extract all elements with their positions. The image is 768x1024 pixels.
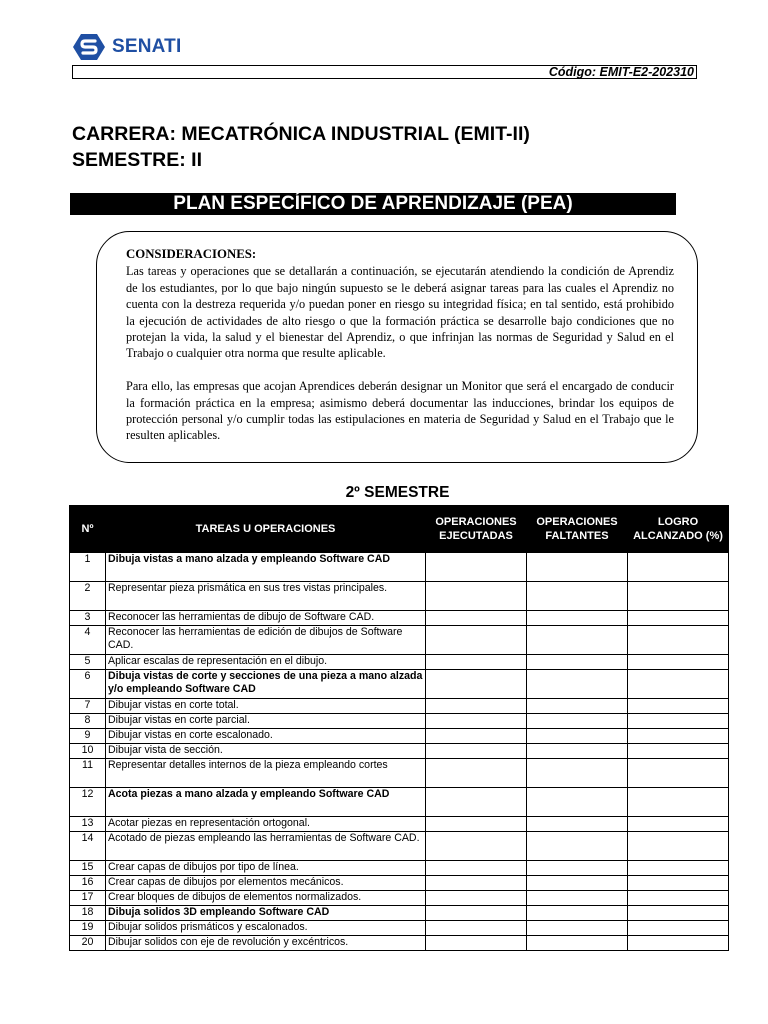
row-task: Dibujar solidos con eje de revolución y excéntricos. — [106, 936, 426, 951]
table-row — [70, 655, 729, 670]
table-row — [70, 936, 729, 951]
row-executed — [426, 699, 527, 714]
row-achievement — [628, 553, 729, 582]
row-task: Dibuja solidos 3D empleando Software CAD — [106, 906, 426, 921]
row-missing — [527, 626, 628, 655]
row-task: Dibuja vistas a mano alzada y empleando Software CAD — [106, 553, 426, 582]
row-number: 16 — [70, 876, 106, 891]
senati-logo-icon — [72, 33, 106, 61]
row-missing — [527, 861, 628, 876]
row-number: 6 — [70, 670, 106, 699]
row-executed — [426, 582, 527, 611]
table-row — [70, 861, 729, 876]
header-achievement: LOGRO ALCANZADO (%) — [628, 506, 729, 553]
row-missing — [527, 817, 628, 832]
row-missing — [527, 759, 628, 788]
row-achievement — [628, 788, 729, 817]
row-missing — [527, 876, 628, 891]
table-row — [70, 714, 729, 729]
career-heading: CARRERA: MECATRÓNICA INDUSTRIAL (EMIT-II) — [72, 123, 530, 145]
row-number: 2 — [70, 582, 106, 611]
row-executed — [426, 729, 527, 744]
table-row — [70, 553, 729, 582]
row-executed — [426, 553, 527, 582]
row-executed — [426, 817, 527, 832]
row-task: Dibujar vista de sección. — [106, 744, 426, 759]
semester-section-title: 2º SEMESTRE — [345, 484, 450, 501]
table-body — [70, 553, 729, 951]
row-missing — [527, 655, 628, 670]
row-task: Dibujar vistas en corte escalonado. — [106, 729, 426, 744]
table-row — [70, 906, 729, 921]
considerations-title: CONSIDERACIONES: — [126, 247, 257, 261]
row-achievement — [628, 936, 729, 951]
row-executed — [426, 906, 527, 921]
header-missing: OPERACIONES FALTANTES — [527, 506, 628, 553]
row-executed — [426, 670, 527, 699]
row-number: 8 — [70, 714, 106, 729]
table-row — [70, 670, 729, 699]
row-achievement — [628, 817, 729, 832]
row-executed — [426, 626, 527, 655]
considerations-box — [96, 231, 698, 463]
document-code: Código: EMIT-E2-202310 — [72, 65, 697, 79]
row-number: 11 — [70, 759, 106, 788]
row-task: Acotar piezas en representación ortogonal. — [106, 817, 426, 832]
row-achievement — [628, 611, 729, 626]
considerations-paragraph-2: Para ello, las empresas que acojan Aprendices deberán designar un Monitor que será el encargado de conducir la formación práctica en la empresa; asimismo deberá documentar las inducciones, brindar los equipos de protección personal y/o cumplir todas las estipulaciones en materia de Seguridad y Salud en el Trabajo que le resulten aplicables. — [126, 379, 674, 443]
row-achievement — [628, 714, 729, 729]
senati-logo — [72, 33, 181, 61]
row-task: Representar pieza prismática en sus tres vistas principales. — [106, 582, 426, 611]
row-task: Aplicar escalas de representación en el dibujo. — [106, 655, 426, 670]
row-executed — [426, 921, 527, 936]
row-achievement — [628, 876, 729, 891]
row-number: 19 — [70, 921, 106, 936]
row-executed — [426, 936, 527, 951]
row-achievement — [628, 699, 729, 714]
row-achievement — [628, 759, 729, 788]
row-executed — [426, 714, 527, 729]
row-task: Crear capas de dibujos por elementos mecánicos. — [106, 876, 426, 891]
row-task: Dibujar solidos prismáticos y escalonados. — [106, 921, 426, 936]
pea-title-bar: PLAN ESPECÍFICO DE APRENDIZAJE (PEA) — [70, 193, 676, 215]
table-row — [70, 582, 729, 611]
row-missing — [527, 611, 628, 626]
row-executed — [426, 759, 527, 788]
row-achievement — [628, 655, 729, 670]
row-number: 15 — [70, 861, 106, 876]
table-row — [70, 832, 729, 861]
row-task: Crear bloques de dibujos de elementos normalizados. — [106, 891, 426, 906]
row-executed — [426, 861, 527, 876]
row-missing — [527, 936, 628, 951]
row-executed — [426, 832, 527, 861]
row-missing — [527, 906, 628, 921]
row-number: 14 — [70, 832, 106, 861]
row-missing — [527, 699, 628, 714]
tasks-table — [69, 505, 729, 951]
row-achievement — [628, 729, 729, 744]
table-row — [70, 876, 729, 891]
row-number: 5 — [70, 655, 106, 670]
row-achievement — [628, 744, 729, 759]
table-row — [70, 626, 729, 655]
row-missing — [527, 670, 628, 699]
row-missing — [527, 553, 628, 582]
row-number: 20 — [70, 936, 106, 951]
table-row — [70, 699, 729, 714]
table-row — [70, 891, 729, 906]
row-task: Acotado de piezas empleando las herramientas de Software CAD. — [106, 832, 426, 861]
row-number: 9 — [70, 729, 106, 744]
header-number: Nº — [70, 506, 106, 553]
row-task: Crear capas de dibujos por tipo de línea. — [106, 861, 426, 876]
table-row — [70, 788, 729, 817]
considerations-paragraph-1: Las tareas y operaciones que se detallarán a continuación, se ejecutarán atendiendo la condición de Aprendiz de los estudiantes, por lo que bajo ningún supuesto se le deberá asignar tareas para las cuales el Aprendiz no cuenta con la destreza requerida y/o puedan poner en riesgo su integridad física; en tal sentido, está prohibido la ejecución de actividades de alto riesgo o que la formación práctica se desarrolle bajo condiciones que no protejan la vida, la salud y el bienestar del Aprendiz, o que infrinjan las normas de Seguridad y Salud en el Trabajo o cualquier otra norma que resulte aplicable. — [126, 264, 674, 361]
row-number: 17 — [70, 891, 106, 906]
row-missing — [527, 788, 628, 817]
table-header-row — [70, 506, 729, 553]
row-task: Reconocer las herramientas de dibujo de Software CAD. — [106, 611, 426, 626]
table-row — [70, 744, 729, 759]
row-executed — [426, 876, 527, 891]
row-missing — [527, 582, 628, 611]
table-row — [70, 759, 729, 788]
row-executed — [426, 891, 527, 906]
row-task: Acota piezas a mano alzada y empleando Software CAD — [106, 788, 426, 817]
semester-heading: SEMESTRE: II — [72, 149, 203, 171]
row-achievement — [628, 891, 729, 906]
row-executed — [426, 655, 527, 670]
row-task: Dibuja vistas de corte y secciones de una pieza a mano alzada y/o empleando Software CAD — [106, 670, 426, 699]
table-row — [70, 729, 729, 744]
row-missing — [527, 891, 628, 906]
row-task: Reconocer las herramientas de edición de dibujos de Software CAD. — [106, 626, 426, 655]
logo-text: SENATI — [112, 36, 182, 57]
row-task: Dibujar vistas en corte parcial. — [106, 714, 426, 729]
table-row — [70, 921, 729, 936]
row-number: 10 — [70, 744, 106, 759]
row-achievement — [628, 861, 729, 876]
row-number: 18 — [70, 906, 106, 921]
row-missing — [527, 921, 628, 936]
row-achievement — [628, 626, 729, 655]
row-number: 7 — [70, 699, 106, 714]
row-missing — [527, 714, 628, 729]
header-tasks: TAREAS U OPERACIONES — [106, 506, 426, 553]
row-number: 12 — [70, 788, 106, 817]
row-executed — [426, 744, 527, 759]
row-number: 1 — [70, 553, 106, 582]
header-executed: OPERACIONES EJECUTADAS — [426, 506, 527, 553]
row-achievement — [628, 670, 729, 699]
row-missing — [527, 729, 628, 744]
row-task: Dibujar vistas en corte total. — [106, 699, 426, 714]
row-number: 13 — [70, 817, 106, 832]
row-number: 3 — [70, 611, 106, 626]
row-achievement — [628, 906, 729, 921]
row-number: 4 — [70, 626, 106, 655]
row-achievement — [628, 921, 729, 936]
table-row — [70, 611, 729, 626]
row-task: Representar detalles internos de la pieza empleando cortes — [106, 759, 426, 788]
row-missing — [527, 832, 628, 861]
table-row — [70, 817, 729, 832]
row-executed — [426, 611, 527, 626]
row-achievement — [628, 582, 729, 611]
row-missing — [527, 744, 628, 759]
row-executed — [426, 788, 527, 817]
row-achievement — [628, 832, 729, 861]
